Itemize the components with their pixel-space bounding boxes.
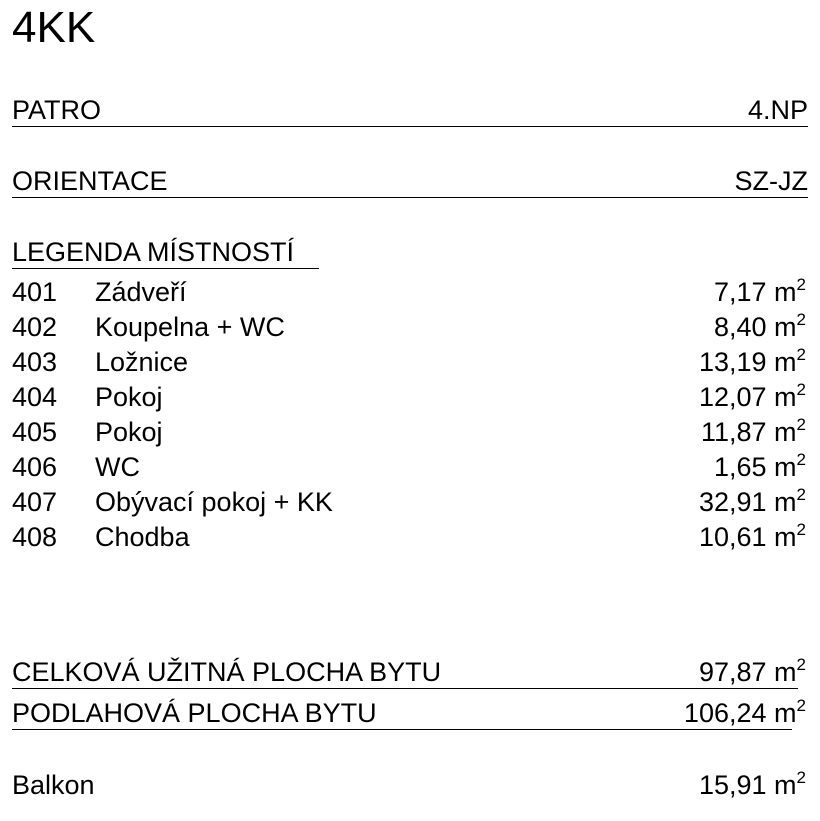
floor-area-rule xyxy=(12,729,792,730)
area-unit: m xyxy=(774,770,797,800)
floor-area-value: 106,24 xyxy=(683,698,767,728)
room-name: WC xyxy=(95,452,140,482)
room-area xyxy=(714,312,806,342)
area-unit-exponent: 2 xyxy=(796,655,806,674)
room-name: Koupelna + WC xyxy=(95,312,285,342)
room-name: Ložnice xyxy=(95,347,189,377)
room-area-value: 1,65 xyxy=(713,452,767,482)
balcony-area-value: 15,91 xyxy=(698,770,767,800)
room-name: Pokoj xyxy=(95,382,163,412)
area-unit-exponent: 2 xyxy=(796,380,806,399)
room-number: 405 xyxy=(12,417,58,447)
area-unit: m xyxy=(774,452,797,482)
room-area xyxy=(714,277,806,307)
room-area-value: 12,07 xyxy=(698,382,767,412)
area-unit-exponent: 2 xyxy=(796,310,806,329)
room-area-value: 13,19 xyxy=(698,347,767,377)
floor-value: 4.NP xyxy=(747,95,808,125)
orientation-rule xyxy=(12,197,808,198)
room-number: 408 xyxy=(12,522,58,552)
floor-area-label: PODLAHOVÁ PLOCHA BYTU xyxy=(12,698,377,728)
room-number: 402 xyxy=(12,312,58,342)
area-unit: m xyxy=(774,487,797,517)
balcony-label: Balkon xyxy=(12,770,95,800)
area-unit-exponent: 2 xyxy=(796,520,806,539)
list-item xyxy=(12,417,806,452)
area-unit-exponent: 2 xyxy=(796,450,806,469)
floor-area-total xyxy=(684,698,806,728)
list-item xyxy=(12,382,806,417)
area-unit: m xyxy=(774,657,797,687)
apartment-type-title: 4KK xyxy=(12,3,96,52)
room-area-value: 8,40 xyxy=(713,312,767,342)
list-item xyxy=(12,522,806,557)
room-area xyxy=(701,417,806,447)
list-item xyxy=(12,487,806,522)
area-unit-exponent: 2 xyxy=(796,768,806,787)
room-number: 404 xyxy=(12,382,58,412)
room-area xyxy=(699,522,806,552)
area-unit-exponent: 2 xyxy=(796,696,806,715)
area-unit: m xyxy=(774,277,797,307)
area-unit: m xyxy=(774,347,797,377)
area-unit: m xyxy=(774,698,797,728)
orientation-value: SZ-JZ xyxy=(734,166,808,196)
list-item xyxy=(12,312,806,347)
area-unit: m xyxy=(774,522,797,552)
usable-area-value: 97,87 xyxy=(698,657,767,687)
area-unit: m xyxy=(774,417,797,447)
room-area-value: 11,87 xyxy=(700,417,767,447)
room-name: Zádveří xyxy=(95,277,187,307)
room-area xyxy=(714,452,806,482)
area-unit-exponent: 2 xyxy=(796,485,806,504)
room-area-value: 32,91 xyxy=(698,487,767,517)
floor-label: PATRO xyxy=(12,95,102,125)
area-unit-exponent: 2 xyxy=(796,415,806,434)
floor-rule xyxy=(12,126,808,127)
room-name: Pokoj xyxy=(95,417,163,447)
room-number: 401 xyxy=(12,277,58,307)
room-name: Obývací pokoj + KK xyxy=(95,487,333,517)
list-item xyxy=(12,452,806,487)
area-unit: m xyxy=(774,382,797,412)
balcony-area xyxy=(699,770,806,800)
usable-area-label: CELKOVÁ UŽITNÁ PLOCHA BYTU xyxy=(12,657,442,687)
usable-area-rule xyxy=(12,688,798,689)
room-name: Chodba xyxy=(95,522,190,552)
room-number: 403 xyxy=(12,347,58,377)
room-area-value: 10,61 xyxy=(698,522,767,552)
room-number: 407 xyxy=(12,487,58,517)
legend-heading-underline xyxy=(12,268,319,269)
list-item xyxy=(12,347,806,382)
room-area xyxy=(699,347,806,377)
room-area-value: 7,17 xyxy=(713,277,767,307)
orientation-label: ORIENTACE xyxy=(12,166,168,196)
area-unit: m xyxy=(774,312,797,342)
area-unit-exponent: 2 xyxy=(796,345,806,364)
legend-heading: LEGENDA MÍSTNOSTÍ xyxy=(12,237,295,267)
room-number: 406 xyxy=(12,452,58,482)
room-area xyxy=(699,487,806,517)
area-unit-exponent: 2 xyxy=(796,275,806,294)
usable-area-total xyxy=(699,657,806,687)
room-area xyxy=(699,382,806,412)
list-item xyxy=(12,277,806,312)
